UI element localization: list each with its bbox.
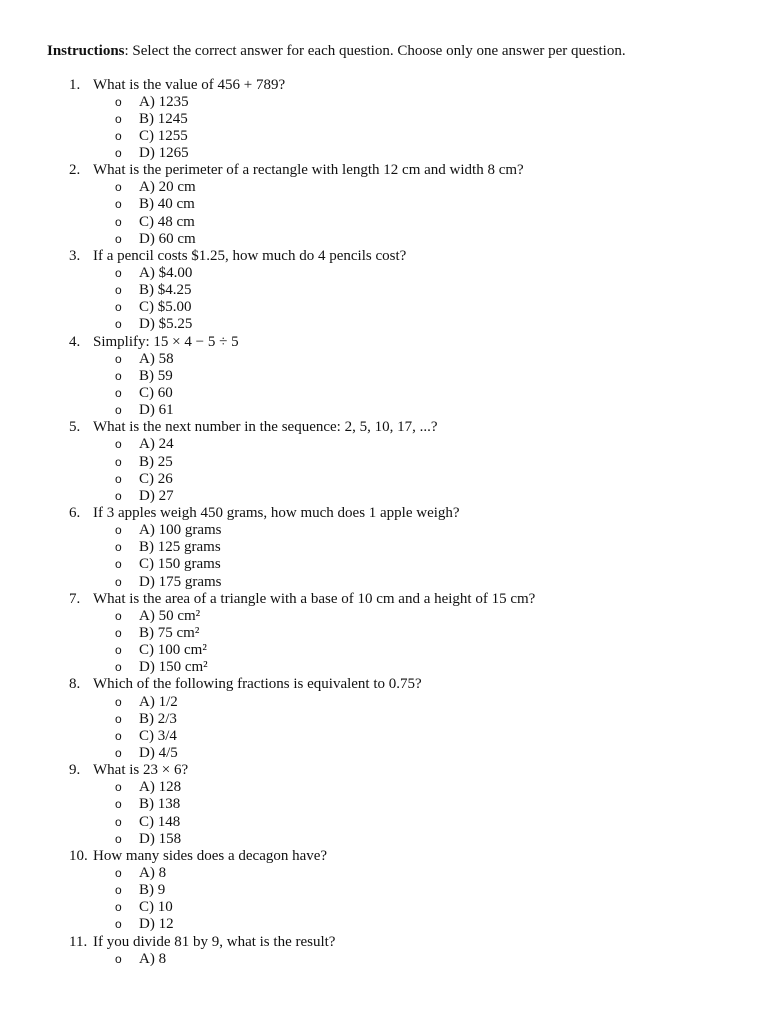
circle-bullet-icon: o xyxy=(115,300,122,315)
question-text: Which of the following fractions is equivalent to 0.75? xyxy=(93,676,422,693)
circle-bullet-icon: o xyxy=(115,626,122,640)
answer-option-text: D) 12 xyxy=(139,916,174,933)
answer-option-text: C) 10 xyxy=(139,899,173,916)
question-2 xyxy=(0,162,768,179)
circle-bullet-icon: o xyxy=(115,608,122,623)
question-1 xyxy=(0,77,768,94)
answer-option-text: D) $5.25 xyxy=(139,316,193,333)
answer-option[interactable] xyxy=(0,179,768,196)
circle-bullet-icon: o xyxy=(115,197,122,212)
answer-option[interactable] xyxy=(0,796,768,813)
instructions-text: : Select the correct answer for each question. Choose only one answer per question. xyxy=(124,43,626,59)
circle-bullet-icon: o xyxy=(115,437,122,452)
circle-bullet-icon: o xyxy=(115,454,122,469)
circle-bullet-icon: o xyxy=(115,403,122,418)
answer-option-text: C) 60 xyxy=(139,385,173,402)
question-list xyxy=(0,77,768,968)
answer-option[interactable] xyxy=(0,128,768,145)
question-text: What is the value of 456 + 789? xyxy=(93,76,286,93)
circle-bullet-icon: o xyxy=(115,574,122,589)
question-10 xyxy=(0,848,768,865)
circle-bullet-icon: o xyxy=(115,711,122,726)
circle-bullet-icon: o xyxy=(115,900,122,915)
answer-option-text: A) 1/2 xyxy=(139,693,178,710)
answer-option-text: C) 148 xyxy=(139,813,181,830)
answer-option-text: A) 100 grams xyxy=(139,522,222,539)
circle-bullet-icon: o xyxy=(115,471,122,486)
answer-option[interactable] xyxy=(0,282,768,299)
answer-option[interactable] xyxy=(0,899,768,916)
answer-option-text: D) 61 xyxy=(139,402,174,419)
answer-option[interactable] xyxy=(0,299,768,316)
answer-option-text: A) 1235 xyxy=(139,93,189,110)
answer-option-text: C) 100 cm² xyxy=(139,642,207,659)
circle-bullet-icon: o xyxy=(115,94,122,109)
question-number: 2. xyxy=(69,162,81,179)
answer-option[interactable] xyxy=(0,608,768,625)
instructions xyxy=(47,43,626,60)
circle-bullet-icon: o xyxy=(115,368,122,383)
question-text: Simplify: 15 × 4 − 5 ÷ 5 xyxy=(93,333,239,350)
question-6 xyxy=(0,505,768,522)
circle-bullet-icon: o xyxy=(115,283,122,298)
answer-option-text: C) $5.00 xyxy=(139,299,192,316)
answer-option-text: B) 40 cm xyxy=(139,196,195,213)
answer-option-text: B) 59 xyxy=(139,367,173,384)
circle-bullet-icon: o xyxy=(115,917,122,932)
answer-option-text: B) 1245 xyxy=(139,110,188,127)
answer-option-text: D) 60 cm xyxy=(139,230,196,247)
circle-bullet-icon: o xyxy=(115,660,122,675)
answer-option[interactable] xyxy=(0,471,768,488)
answer-option-text: D) 150 cm² xyxy=(139,659,208,676)
circle-bullet-icon: o xyxy=(115,557,122,572)
answer-option[interactable] xyxy=(0,865,768,882)
answer-option-text: D) 158 xyxy=(139,830,182,847)
question-text: If a pencil costs $1.25, how much do 4 pencils cost? xyxy=(93,247,407,264)
question-text: What is 23 × 6? xyxy=(93,762,189,779)
answer-option[interactable] xyxy=(0,454,768,471)
answer-option[interactable] xyxy=(0,728,768,745)
answer-option[interactable] xyxy=(0,745,768,762)
question-number: 1. xyxy=(69,76,81,93)
question-9 xyxy=(0,762,768,779)
question-number: 3. xyxy=(69,247,81,264)
question-text: If 3 apples weigh 450 grams, how much does 1 apple weigh? xyxy=(93,505,460,522)
answer-option[interactable] xyxy=(0,94,768,111)
answer-option[interactable] xyxy=(0,814,768,831)
question-number: 8. xyxy=(69,676,81,693)
circle-bullet-icon: o xyxy=(115,266,122,281)
circle-bullet-icon: o xyxy=(115,780,122,795)
answer-option[interactable] xyxy=(0,574,768,591)
answer-option[interactable] xyxy=(0,436,768,453)
answer-option-text: D) 175 grams xyxy=(139,573,222,590)
answer-option[interactable] xyxy=(0,951,768,968)
answer-option[interactable] xyxy=(0,556,768,573)
answer-option[interactable] xyxy=(0,368,768,385)
answer-option-text: C) 48 cm xyxy=(139,213,195,230)
circle-bullet-icon: o xyxy=(115,745,122,760)
answer-option-text: C) 26 xyxy=(139,470,173,487)
answer-option-text: D) 1265 xyxy=(139,145,189,162)
circle-bullet-icon: o xyxy=(115,214,122,229)
circle-bullet-icon: o xyxy=(115,317,122,332)
question-text: What is the area of a triangle with a base of 10 cm and a height of 15 cm? xyxy=(93,590,536,607)
answer-option[interactable] xyxy=(0,711,768,728)
circle-bullet-icon: o xyxy=(115,728,122,743)
answer-option[interactable] xyxy=(0,231,768,248)
question-number: 4. xyxy=(69,333,81,350)
circle-bullet-icon: o xyxy=(115,865,122,880)
circle-bullet-icon: o xyxy=(115,128,122,143)
circle-bullet-icon: o xyxy=(115,694,122,709)
answer-option[interactable] xyxy=(0,488,768,505)
answer-option[interactable] xyxy=(0,882,768,899)
circle-bullet-icon: o xyxy=(115,111,122,126)
answer-option-text: A) 20 cm xyxy=(139,179,196,196)
circle-bullet-icon: o xyxy=(115,231,122,246)
question-text: What is the perimeter of a rectangle with length 12 cm and width 8 cm? xyxy=(93,162,524,179)
answer-option[interactable] xyxy=(0,694,768,711)
answer-option-text: D) 4/5 xyxy=(139,744,178,761)
question-11 xyxy=(0,934,768,951)
answer-option[interactable] xyxy=(0,522,768,539)
answer-option[interactable] xyxy=(0,779,768,796)
answer-option-text: A) 50 cm² xyxy=(139,607,201,624)
answer-option[interactable] xyxy=(0,402,768,419)
answer-option[interactable] xyxy=(0,196,768,213)
question-3 xyxy=(0,248,768,265)
instructions-label: Instructions xyxy=(47,43,125,59)
answer-option-text: A) 8 xyxy=(139,864,167,881)
circle-bullet-icon: o xyxy=(115,523,122,538)
circle-bullet-icon: o xyxy=(115,814,122,829)
answer-option-text: A) 128 xyxy=(139,779,182,796)
answer-option[interactable] xyxy=(0,111,768,128)
answer-option[interactable] xyxy=(0,625,768,642)
question-5 xyxy=(0,419,768,436)
answer-option-text: B) 138 xyxy=(139,796,181,813)
answer-option-text: A) 8 xyxy=(139,950,167,967)
answer-option-text: B) 25 xyxy=(139,453,173,470)
answer-option-text: B) $4.25 xyxy=(139,282,192,299)
question-8 xyxy=(0,676,768,693)
question-number: 6. xyxy=(69,505,81,522)
circle-bullet-icon: o xyxy=(115,540,122,555)
answer-option[interactable] xyxy=(0,659,768,676)
answer-option[interactable] xyxy=(0,539,768,556)
question-number: 11. xyxy=(69,933,88,950)
circle-bullet-icon: o xyxy=(115,951,122,966)
answer-option[interactable] xyxy=(0,265,768,282)
answer-option-text: C) 1255 xyxy=(139,127,188,144)
circle-bullet-icon: o xyxy=(115,643,122,658)
circle-bullet-icon: o xyxy=(115,351,122,366)
circle-bullet-icon: o xyxy=(115,386,122,401)
answer-option-text: B) 2/3 xyxy=(139,710,177,727)
question-text: If you divide 81 by 9, what is the result? xyxy=(93,933,336,950)
answer-option-text: D) 27 xyxy=(139,487,174,504)
answer-option[interactable] xyxy=(0,214,768,231)
answer-option-text: C) 3/4 xyxy=(139,727,177,744)
answer-option[interactable] xyxy=(0,316,768,333)
answer-option-text: B) 75 cm² xyxy=(139,625,200,641)
question-number: 10. xyxy=(69,847,88,864)
answer-option-text: B) 125 grams xyxy=(139,539,221,556)
circle-bullet-icon: o xyxy=(115,146,122,161)
circle-bullet-icon: o xyxy=(115,831,122,846)
question-number: 7. xyxy=(69,590,81,607)
question-number: 5. xyxy=(69,419,81,436)
answer-option[interactable] xyxy=(0,385,768,402)
question-text: What is the next number in the sequence: 2, 5, 10, 17, ...? xyxy=(93,419,438,436)
circle-bullet-icon: o xyxy=(115,797,122,812)
answer-option[interactable] xyxy=(0,642,768,659)
answer-option[interactable] xyxy=(0,916,768,933)
answer-option-text: C) 150 grams xyxy=(139,556,221,573)
question-7 xyxy=(0,591,768,608)
answer-option[interactable] xyxy=(0,351,768,368)
answer-option-text: A) $4.00 xyxy=(139,265,193,282)
answer-option-text: B) 9 xyxy=(139,882,166,899)
answer-option[interactable] xyxy=(0,145,768,162)
question-number: 9. xyxy=(69,762,81,779)
answer-option-text: A) 24 xyxy=(139,436,174,453)
circle-bullet-icon: o xyxy=(115,180,122,195)
question-text: How many sides does a decagon have? xyxy=(93,847,328,864)
answer-option[interactable] xyxy=(0,831,768,848)
answer-option-text: A) 58 xyxy=(139,350,174,367)
circle-bullet-icon: o xyxy=(115,883,122,898)
question-4 xyxy=(0,334,768,351)
circle-bullet-icon: o xyxy=(115,488,122,503)
